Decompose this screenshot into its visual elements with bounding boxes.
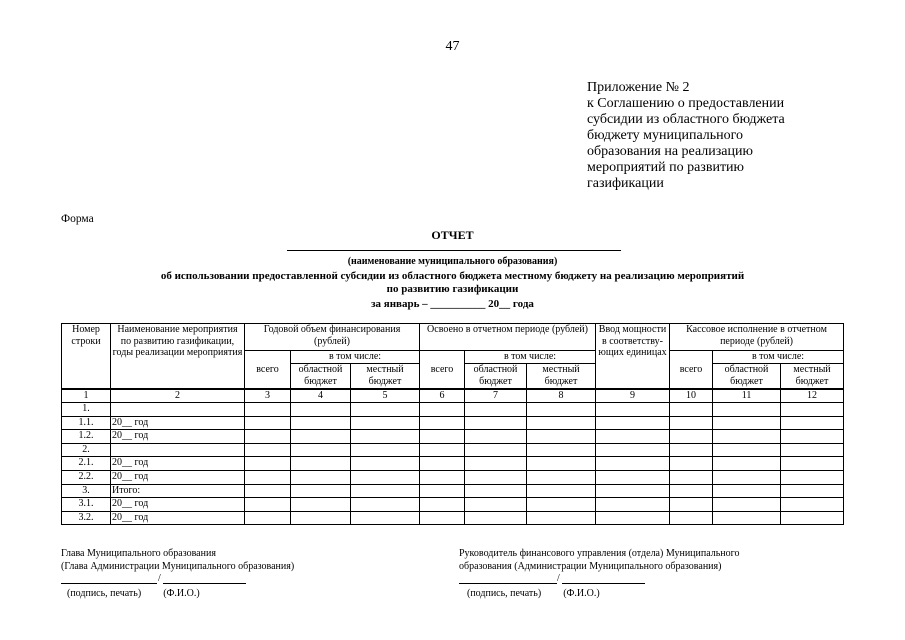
table-value-cell — [781, 430, 844, 444]
table-value-cell — [420, 430, 465, 444]
table-value-cell — [245, 457, 291, 471]
table-value-cell — [245, 416, 291, 430]
table-value-cell — [420, 498, 465, 512]
appendix-line: Приложение № 2 — [587, 80, 690, 95]
header-regional-budget: областной бюджет — [713, 364, 781, 390]
table-value-cell — [351, 470, 420, 484]
column-number-cell: 7 — [465, 389, 527, 403]
table-value-cell — [291, 430, 351, 444]
table-value-cell — [713, 403, 781, 417]
signature-right-name-line — [562, 583, 645, 584]
header-row-number: Номер строки — [62, 324, 111, 390]
signature-right-title-line-1: Руководитель финансового управления (отдела) Муниципального — [459, 548, 740, 559]
signature-left-sign-line — [61, 583, 157, 584]
header-annual-volume: Годовой объем финансирования (рублей) — [245, 324, 420, 351]
row-number-cell: 2. — [62, 443, 111, 457]
signature-left-title-line-2: (Глава Администрации Муниципального образования) — [61, 561, 295, 572]
table-value-cell — [781, 498, 844, 512]
table-value-cell — [465, 443, 527, 457]
report-subtitle — [60, 270, 845, 296]
table-value-cell — [781, 443, 844, 457]
report-title: ОТЧЕТ — [431, 228, 474, 242]
header-local-budget: местный бюджет — [527, 364, 596, 390]
row-name-cell: 20__ год — [111, 498, 245, 512]
table-value-cell — [527, 403, 596, 417]
signature-left-name-line — [163, 583, 246, 584]
appendix-line: бюджету муниципального — [587, 128, 744, 143]
column-number-cell: 11 — [713, 389, 781, 403]
row-number-cell: 1.2. — [62, 430, 111, 444]
appendix-line: субсидии из областного бюджета — [587, 112, 785, 127]
header-local-budget: местный бюджет — [351, 364, 420, 390]
table-value-cell — [351, 511, 420, 525]
table-row — [62, 457, 844, 471]
table-value-cell — [713, 484, 781, 498]
report-subtitle-line-1: об использовании предоставленной субсидии из областного бюджета местному бюджету на реализацию мероприятий — [160, 270, 745, 282]
table-value-cell — [465, 416, 527, 430]
table-value-cell — [245, 511, 291, 525]
column-number-cell: 12 — [781, 389, 844, 403]
table-value-cell — [670, 430, 713, 444]
column-number-cell: 3 — [245, 389, 291, 403]
table-row — [62, 498, 844, 512]
name-caption: (Ф.И.О.) — [163, 588, 200, 599]
header-local-budget: местный бюджет — [781, 364, 844, 390]
table-value-cell — [420, 443, 465, 457]
table-value-cell — [713, 457, 781, 471]
table-value-cell — [291, 457, 351, 471]
table-value-cell — [670, 484, 713, 498]
municipality-blank-line — [287, 250, 621, 251]
table-value-cell — [781, 416, 844, 430]
table-value-cell — [465, 430, 527, 444]
name-caption: (Ф.И.О.) — [563, 588, 600, 599]
table-value-cell — [781, 470, 844, 484]
table-value-cell — [713, 498, 781, 512]
table-value-cell — [351, 443, 420, 457]
table-value-cell — [781, 484, 844, 498]
row-name-cell: 20__ год — [111, 470, 245, 484]
column-number-cell: 6 — [420, 389, 465, 403]
table-row — [62, 470, 844, 484]
row-name-cell: 20__ год — [111, 430, 245, 444]
header-including: в том числе: — [291, 351, 420, 364]
table-value-cell — [245, 484, 291, 498]
table-value-cell — [527, 430, 596, 444]
table-value-cell — [670, 457, 713, 471]
report-table — [61, 323, 844, 525]
table-row — [62, 511, 844, 525]
table-value-cell — [245, 403, 291, 417]
table-value-cell — [596, 484, 670, 498]
row-number-cell: 2.1. — [62, 457, 111, 471]
table-value-cell — [596, 470, 670, 484]
column-number-cell: 5 — [351, 389, 420, 403]
table-value-cell — [781, 403, 844, 417]
table-row — [62, 484, 844, 498]
table-value-cell — [291, 498, 351, 512]
table-value-cell — [465, 498, 527, 512]
table-value-cell — [781, 511, 844, 525]
appendix-line: образования на реализацию — [587, 144, 753, 159]
table-value-cell — [527, 416, 596, 430]
table-value-cell — [781, 457, 844, 471]
report-subtitle-line-2: по развитию газификации — [386, 283, 519, 295]
table-value-cell — [351, 403, 420, 417]
table-value-cell — [245, 470, 291, 484]
table-value-cell — [527, 498, 596, 512]
table-row — [62, 430, 844, 444]
page-number: 47 — [445, 39, 460, 54]
table-value-cell — [291, 511, 351, 525]
row-name-cell — [111, 403, 245, 417]
signature-caption: (подпись, печать) — [467, 588, 542, 599]
table-value-cell — [527, 457, 596, 471]
header-capacity: Ввод мощности в соответству-ющих единицах — [596, 324, 670, 390]
signature-right-title — [459, 547, 740, 573]
table-value-cell — [291, 443, 351, 457]
table-value-cell — [420, 403, 465, 417]
header-event-name: Наименование мероприятия по развитию газификации, годы реализации мероприятия — [111, 324, 245, 390]
table-value-cell — [351, 416, 420, 430]
column-number-cell: 1 — [62, 389, 111, 403]
table-value-cell — [596, 403, 670, 417]
table-value-cell — [420, 457, 465, 471]
table-row — [62, 416, 844, 430]
table-value-cell — [245, 443, 291, 457]
signature-right-title-line-2: образования (Администрации Муниципального образования) — [459, 561, 722, 572]
column-number-row — [62, 389, 844, 403]
column-number-cell: 10 — [670, 389, 713, 403]
table-row — [62, 443, 844, 457]
form-label: Форма — [61, 213, 94, 225]
header-including: в том числе: — [465, 351, 596, 364]
table-value-cell — [527, 484, 596, 498]
table-value-cell — [527, 511, 596, 525]
row-number-cell: 3. — [62, 484, 111, 498]
row-number-cell: 1.1. — [62, 416, 111, 430]
header-cash-execution: Кассовое исполнение в отчетном периоде (рублей) — [670, 324, 844, 351]
row-name-cell: 20__ год — [111, 457, 245, 471]
table-value-cell — [596, 498, 670, 512]
table-value-cell — [245, 430, 291, 444]
header-regional-budget: областной бюджет — [465, 364, 527, 390]
table-value-cell — [465, 403, 527, 417]
column-number-cell: 4 — [291, 389, 351, 403]
table-value-cell — [351, 498, 420, 512]
table-value-cell — [670, 470, 713, 484]
table-value-cell — [420, 484, 465, 498]
row-number-cell: 3.1. — [62, 498, 111, 512]
table-value-cell — [670, 416, 713, 430]
column-number-cell: 2 — [111, 389, 245, 403]
report-period: за январь – __________ 20__ года — [371, 298, 534, 310]
table-value-cell — [670, 498, 713, 512]
header-total: всего — [670, 351, 713, 390]
signature-right-captions — [467, 587, 600, 600]
table-value-cell — [291, 416, 351, 430]
appendix-header — [587, 80, 827, 192]
row-name-cell — [111, 443, 245, 457]
table-value-cell — [670, 403, 713, 417]
table-value-cell — [713, 416, 781, 430]
table-value-cell — [465, 470, 527, 484]
column-number-cell: 8 — [527, 389, 596, 403]
appendix-line: к Соглашению о предоставлении — [587, 96, 785, 111]
signature-caption: (подпись, печать) — [67, 588, 142, 599]
row-number-cell: 3.2. — [62, 511, 111, 525]
table-value-cell — [713, 511, 781, 525]
table-value-cell — [596, 443, 670, 457]
table-value-cell — [291, 403, 351, 417]
table-value-cell — [465, 457, 527, 471]
signature-right-sign-line — [459, 583, 557, 584]
row-name-cell: 20__ год — [111, 416, 245, 430]
table-value-cell — [420, 470, 465, 484]
header-total: всего — [245, 351, 291, 390]
table-value-cell — [596, 416, 670, 430]
table-value-cell — [465, 484, 527, 498]
table-value-cell — [527, 443, 596, 457]
table-row — [62, 403, 844, 417]
header-regional-budget: областной бюджет — [291, 364, 351, 390]
table-value-cell — [713, 470, 781, 484]
header-including: в том числе: — [713, 351, 844, 364]
signature-left-title-line-1: Глава Муниципального образования — [61, 548, 216, 559]
table-value-cell — [351, 430, 420, 444]
table-value-cell — [245, 498, 291, 512]
row-name-cell: 20__ год — [111, 511, 245, 525]
row-number-cell: 2.2. — [62, 470, 111, 484]
appendix-line: газификации — [587, 176, 664, 191]
table-value-cell — [291, 484, 351, 498]
table-value-cell — [670, 443, 713, 457]
table-value-cell — [420, 416, 465, 430]
table-value-cell — [713, 430, 781, 444]
table-value-cell — [527, 470, 596, 484]
column-number-cell: 9 — [596, 389, 670, 403]
header-mastered: Освоено в отчетном периоде (рублей) — [420, 324, 596, 351]
signature-left-captions — [67, 587, 200, 600]
appendix-line: мероприятий по развитию — [587, 160, 745, 175]
header-total: всего — [420, 351, 465, 390]
signature-left-slash: / — [158, 573, 161, 584]
table-value-cell — [670, 511, 713, 525]
table-value-cell — [713, 443, 781, 457]
table-value-cell — [596, 457, 670, 471]
row-name-cell: Итого: — [111, 484, 245, 498]
signature-right-slash: / — [557, 573, 560, 584]
table-value-cell — [596, 430, 670, 444]
signature-left-title — [61, 547, 294, 573]
table-value-cell — [291, 470, 351, 484]
table-value-cell — [351, 457, 420, 471]
municipality-caption: (наименование муниципального образования) — [347, 256, 558, 267]
row-number-cell: 1. — [62, 403, 111, 417]
table-value-cell — [420, 511, 465, 525]
table-value-cell — [465, 511, 527, 525]
table-value-cell — [596, 511, 670, 525]
table-value-cell — [351, 484, 420, 498]
